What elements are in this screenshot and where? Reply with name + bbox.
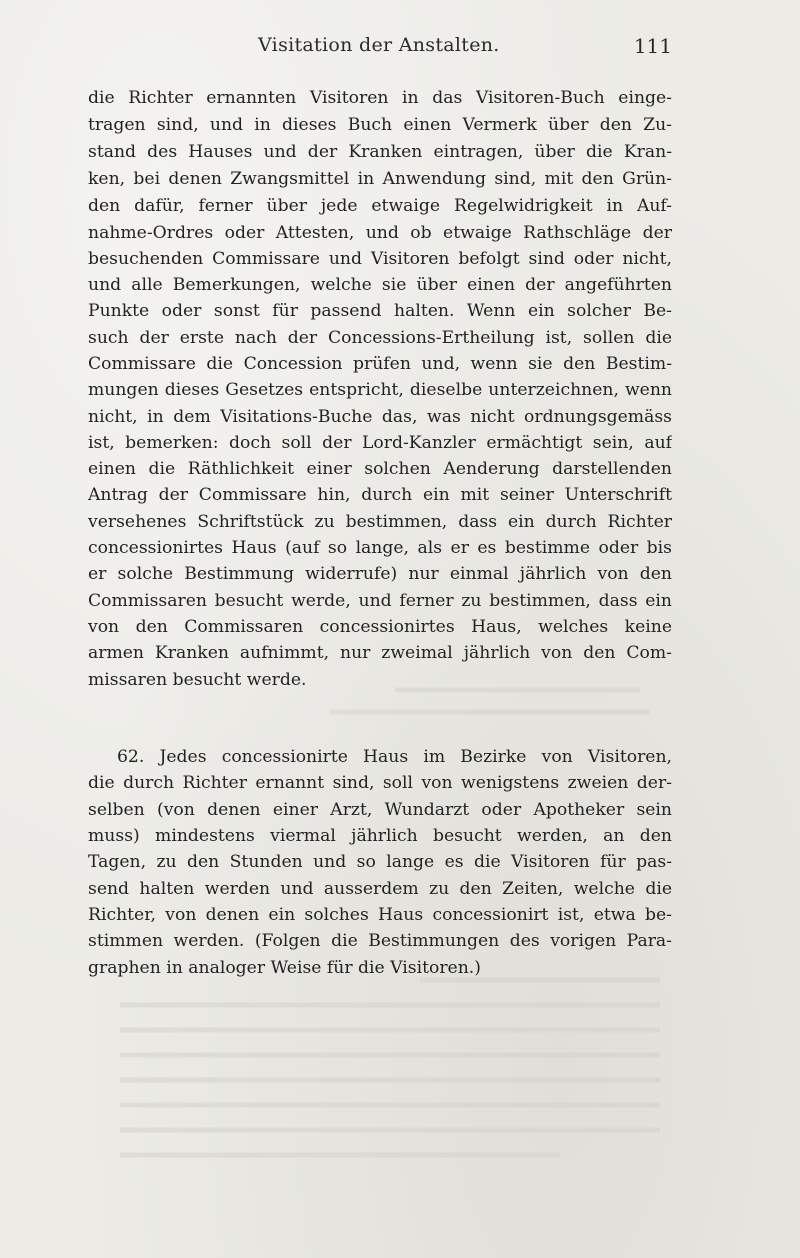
text-line: such der erste nach der Concessions-Ertheilung ist, sollen die xyxy=(88,328,672,348)
text-line: die Richter ernannten Visitoren in das Visitoren-Buch einge- xyxy=(88,88,672,108)
text-line: die durch Richter ernannt sind, soll von wenigstens zweien der- xyxy=(88,773,672,793)
text-line: Tagen, zu den Stunden und so lange es die Visitoren für pas- xyxy=(88,852,672,872)
text-line: tragen sind, und in dieses Buch einen Vermerk über den Zu- xyxy=(88,115,672,135)
page-header xyxy=(86,34,672,64)
text-line: ist, bemerken: doch soll der Lord-Kanzler ermächtigt sein, auf xyxy=(88,433,672,453)
text-line: nicht, in dem Visitations-Buche das, was nicht ordnungsgemäss xyxy=(88,407,672,427)
text-line: stimmen werden. (Folgen die Bestimmungen des vorigen Para- xyxy=(88,931,672,951)
text-line: selben (von denen einer Arzt, Wundarzt oder Apotheker sein xyxy=(88,800,672,820)
text-line: einen die Räthlichkeit einer solchen Aenderung darstellenden xyxy=(88,459,672,479)
text-line: er solche Bestimmung widerrufe) nur einmal jährlich von den xyxy=(88,564,672,584)
text-line: versehenes Schriftstück zu bestimmen, dass ein durch Richter xyxy=(88,512,672,532)
text-line: Commissare die Concession prüfen und, wenn sie den Bestim- xyxy=(88,354,672,374)
text-line: graphen in analoger Weise für die Visitoren.) xyxy=(88,958,481,978)
text-line: besuchenden Commissare und Visitoren befolgt sind oder nicht, xyxy=(88,249,672,269)
text-line: und alle Bemerkungen, welche sie über einen der angeführten xyxy=(88,275,672,295)
text-line: Commissaren besucht werde, und ferner zu bestimmen, dass ein xyxy=(88,591,672,611)
text-line: ken, bei denen Zwangsmittel in Anwendung sind, mit den Grün- xyxy=(88,169,672,189)
page-number: 111 xyxy=(633,34,672,58)
text-line: missaren besucht werde. xyxy=(88,670,307,690)
text-line: den dafür, ferner über jede etwaige Regelwidrigkeit in Auf- xyxy=(88,196,672,216)
text-line: stand des Hauses und der Kranken eintragen, über die Kran- xyxy=(88,142,672,162)
running-title: Visitation der Anstalten. xyxy=(258,34,500,56)
text-line: nahme-Ordres oder Attesten, und ob etwaige Rathschläge der xyxy=(88,223,672,243)
text-line: 62. Jedes concessionirte Haus im Bezirke von Visitoren, xyxy=(117,747,672,767)
text-line: send halten werden und ausserdem zu den Zeiten, welche die xyxy=(88,879,672,899)
text-line: muss) mindestens viermal jährlich besucht werden, an den xyxy=(88,826,672,846)
text-line: von den Commissaren concessionirtes Haus, welches keine xyxy=(88,617,672,637)
text-line: concessionirtes Haus (auf so lange, als er es bestimme oder bis xyxy=(88,538,672,558)
text-line: Richter, von denen ein solches Haus concessionirt ist, etwa be- xyxy=(88,905,672,925)
text-line: armen Kranken aufnimmt, nur zweimal jährlich von den Com- xyxy=(88,643,672,663)
text-line: Punkte oder sonst für passend halten. Wenn ein solcher Be- xyxy=(88,301,672,321)
text-line: Antrag der Commissare hin, durch ein mit seiner Unterschrift xyxy=(88,485,672,505)
text-line: mungen dieses Gesetzes entspricht, dieselbe unterzeichnen, wenn xyxy=(88,380,672,400)
